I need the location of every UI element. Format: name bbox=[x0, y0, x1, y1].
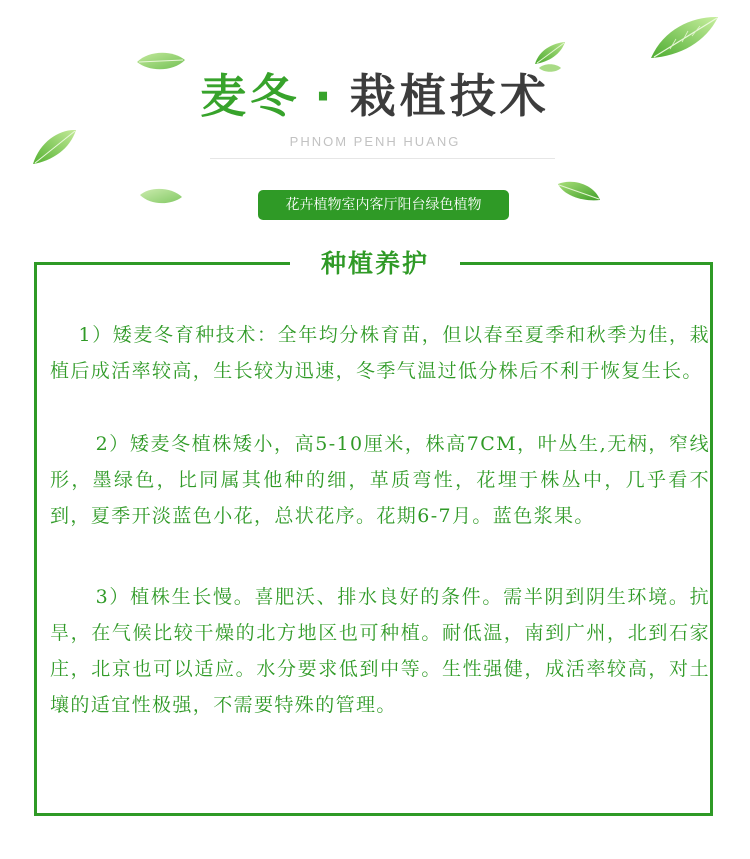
paragraph-propagation: 1）矮麦冬育种技术：全年均分株育苗，但以春至夏季和秋季为佳，栽植后成活率较高，生长较为迅速，冬季气温过低分株后不利于恢复生长。 bbox=[50, 324, 710, 382]
header-divider bbox=[210, 158, 555, 159]
leaf-icon bbox=[556, 178, 602, 204]
title-topic: 栽植技术 bbox=[349, 69, 550, 123]
paragraph-growth-conditions: 3）植株生长慢。喜肥沃、排水良好的条件。需半阴到阴生环境。抗旱，在气候比较干燥的北方地区也可种植。耐低温，南到广州，北到石家庄，北京也可以适应。水分要求低到中等。生性强健，成活率较高，对土壤的适宜性极强，不需要特殊的管理。 bbox=[50, 586, 710, 716]
paragraph-morphology: 2）矮麦冬植株矮小，高5-10厘米，株高7CM，叶丛生,无柄，窄线形，墨绿色，比同属其他种的细，革质弯性，花埋于株丛中，几乎看不到，夏季开淡蓝色小花，总状花序。花期6-7月。蓝色浆果。 bbox=[50, 433, 710, 527]
page-title bbox=[0, 66, 750, 126]
leaf-icon bbox=[138, 185, 184, 207]
title-plant-name: 麦冬 bbox=[200, 69, 301, 123]
category-tag: 花卉植物室内客厅阳台绿色植物 bbox=[258, 190, 509, 220]
english-subtitle: PHNOM PENH HUANG bbox=[289, 134, 461, 149]
leaf-icon bbox=[648, 14, 720, 62]
section-heading: 种植养护 bbox=[290, 242, 460, 286]
title-separator-dot: · bbox=[314, 69, 336, 123]
